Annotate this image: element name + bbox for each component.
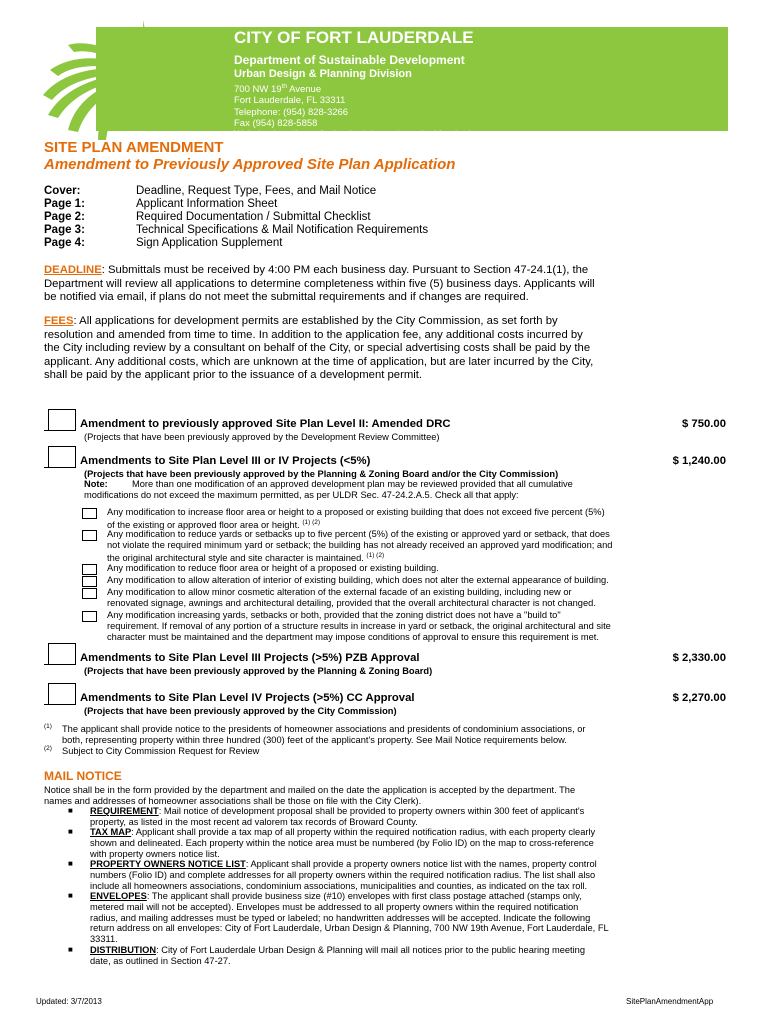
- option-price: $ 2,270.00: [672, 692, 726, 704]
- cover-key: Page 4:: [44, 237, 85, 249]
- bullet-icon: ■: [68, 806, 73, 815]
- deadline-label: DEADLINE: [44, 264, 102, 276]
- modification-text: Any modification to increase floor area or height to a proposed or existing building that does not exceed five percent (5%) of the existing or approved floor area or height. $^{(1) (2)}$: [107, 507, 605, 530]
- option-checkbox-level-iii-iv-small[interactable]: [48, 446, 76, 468]
- bullet-icon: ■: [68, 827, 73, 836]
- cover-value: Technical Specifications & Mail Notification Requirements: [136, 224, 429, 236]
- bullet-requirement: REQUIREMENT: Mail notice of development proposal shall be provided to property owners within 300 feet of applicant's property, as listed in the most recent ad valorem tax records of Broward County.: [90, 806, 585, 827]
- cover-value: Deadline, Request Type, Fees, and Mail Notice: [136, 185, 377, 197]
- option-underline: [44, 704, 76, 705]
- option-price: $ 2,330.00: [672, 652, 726, 664]
- option-checkbox-level-iii-pzb[interactable]: [48, 643, 76, 665]
- cover-key: Page 2:: [44, 211, 85, 223]
- fees-paragraph: FEES: All applications for development permits are established by the City Commission, as set forth by resolution and amended from time to time. In addition to the application fee, any additional costs incurred by the City including review by a consultant on behalf of the City, or special advertising costs shall be paid by the applicant. Any additional costs, which are unknown at the time of application, but are later incurred by the City, shall be paid by the applicant prior to the issuance of a development permit.: [44, 315, 594, 381]
- bullet-distribution: DISTRIBUTION: City of Fort Lauderdale Urban Design & Planning will mail all notices prior to the public hearing meeting date, as outlined in Section 47-27.: [90, 945, 586, 966]
- footnote-mark: (2): [44, 745, 52, 752]
- fax: Fax (954) 828-5858: [234, 118, 318, 129]
- note-label: Note:: [84, 479, 108, 489]
- fees-label: FEES: [44, 315, 74, 327]
- modification-checkbox[interactable]: [82, 564, 97, 575]
- bullet-owners-list: PROPERTY OWNERS NOTICE LIST: Applicant shall provide a property owners notice list with the names, property control numbers (Folio ID) and complete addresses for all property owners within the required notification radius. The list shall also include all homeowners associations, condominium associations, municipalities and counties, as indicated on the tax roll.: [90, 859, 597, 891]
- city-state-zip: Fort Lauderdale, FL 33311: [234, 95, 346, 106]
- cover-value: Applicant Information Sheet: [136, 198, 278, 210]
- cover-value: Sign Application Supplement: [136, 237, 283, 249]
- mail-notice-intro: Notice shall be in the form provided by the department and mailed on the date the application is accepted by the department. The names and addresses of homeowner associations shall be those on file with the City Clerk).: [44, 785, 576, 806]
- page-title: SITE PLAN AMENDMENT: [44, 139, 224, 156]
- cover-key: Page 3:: [44, 224, 85, 236]
- modification-checkbox[interactable]: [82, 588, 97, 599]
- option-checkbox-level-iv-cc[interactable]: [48, 683, 76, 705]
- option-title: Amendments to Site Plan Level III or IV Projects (<5%): [80, 455, 371, 467]
- bullet-tax-map: TAX MAP: Applicant shall provide a tax map of all property within the required notification radius, with each property clearly shown and delineated. Each property within the notice area must be numbered (by Folio ID) on the map to cross-reference with property owners notice list.: [90, 827, 596, 859]
- option-price: $ 1,240.00: [672, 455, 726, 467]
- cover-key: Cover:: [44, 185, 81, 197]
- website-link[interactable]: Website: http://www.fortlauderdale.gov/sustainable_dev/: [234, 129, 470, 140]
- option-note: (Projects that have been previously approved by the Development Review Committee): [84, 432, 440, 442]
- note-text: modifications do not exceed the maximum permitted, as per ULDR Sec. 47-24.2.A.5. Check all that apply:: [84, 490, 519, 500]
- modification-text: Any modification to reduce yards or setbacks up to five percent (5%) of the existing or approved yard or setback, that does not violate the required minimum yard or setback; the building has not already received an approved yard modification; and the original architectural style and site character is maintained. $^{(1) (2)}$: [107, 529, 613, 563]
- city-name: CITY OF FORT LAUDERDALE: [234, 28, 474, 47]
- modification-checkbox[interactable]: [82, 508, 97, 519]
- street-address: 700 NW 19th Avenue: [234, 83, 322, 96]
- mail-notice-heading: MAIL NOTICE: [44, 769, 122, 783]
- modification-text: Any modification to reduce floor area or height of a proposed or existing building.: [107, 563, 439, 573]
- cover-key: Page 1:: [44, 198, 85, 210]
- updated-date: Updated: 3/7/2013: [36, 997, 102, 1006]
- department-name: Department of Sustainable Development: [234, 53, 465, 67]
- option-title: Amendments to Site Plan Level IV Projects (>5%) CC Approval: [80, 692, 415, 704]
- cover-value: Required Documentation / Submittal Checklist: [136, 211, 371, 223]
- note-text: More than one modification of an approved development plan may be reviewed provided that all cumulative: [132, 479, 573, 489]
- bullet-envelopes: ENVELOPES: The applicant shall provide business size (#10) envelopes with first class postage attached (stamps only, metered mail will not be accepted). Envelopes must be addressed to all property owners within the required notification radius, and mailing addresses must be typed or labeled; no handwritten addresses will be accepted. Indicate the following return address on all envelopes: City of Fort Lauderdale, Urban Design & Planning, 700 NW 19th Avenue, Fort Lauderdale, FL 33311.: [90, 891, 609, 945]
- option-note: (Projects that have been previously approved by the Planning & Zoning Board): [84, 666, 433, 676]
- bullet-icon: ■: [68, 891, 73, 900]
- option-title: Amendments to Site Plan Level III Projects (>5%) PZB Approval: [80, 652, 420, 664]
- footnote-text: Subject to City Commission Request for Review: [62, 746, 260, 756]
- document-id: SitePlanAmendmentApp: [626, 997, 714, 1006]
- option-underline: [44, 467, 76, 468]
- option-underline: [44, 430, 76, 431]
- footnote-mark: (1): [44, 723, 52, 730]
- modification-text: Any modification to allow minor cosmetic alteration of the external facade of an existing building, including new or renovated signage, awnings and architectural detailing, provided that the overall architectural character is not changed.: [107, 587, 596, 608]
- option-checkbox-level-ii[interactable]: [48, 409, 76, 431]
- option-note: (Projects that have been previously approved by the City Commission): [84, 706, 397, 716]
- modification-checkbox[interactable]: [82, 530, 97, 541]
- telephone: Telephone: (954) 828-3266: [234, 107, 349, 118]
- modification-text: Any modification to allow alteration of interior of existing building, which does not alter the external appearance of building.: [107, 575, 609, 585]
- division-name: Urban Design & Planning Division: [234, 68, 412, 80]
- bullet-icon: ■: [68, 945, 73, 954]
- modification-checkbox[interactable]: [82, 576, 97, 587]
- footnote-text: The applicant shall provide notice to the presidents of homeowner associations and presidents of condominium associations, or both, representing property within three hundred (300) feet of the applicant's property. See Mail Notice requirements below.: [62, 724, 586, 745]
- modification-checkbox[interactable]: [82, 611, 97, 622]
- option-underline: [44, 664, 76, 665]
- bullet-icon: ■: [68, 859, 73, 868]
- option-note: (Projects that have been previously approved by the Planning & Zoning Board and/or the City Commission): [84, 469, 559, 479]
- deadline-paragraph: DEADLINE: Submittals must be received by 4:00 PM each business day. Pursuant to Section 47-24.1(1), the Department will review all applications to determine completeness within five (5) business days. Applicants will be notified via email, if plans do not meet the submittal requirements and if changes are required.: [44, 264, 595, 303]
- option-title: Amendment to previously approved Site Plan Level II: Amended DRC: [80, 418, 451, 430]
- page-subtitle: Amendment to Previously Approved Site Plan Application: [44, 156, 456, 173]
- option-price: $ 750.00: [682, 418, 726, 430]
- modification-text: Any modification increasing yards, setbacks or both, provided that the zoning district does not have a "build to" requirement. If removal of any portion of a structure results in increase in yard or setback, the original architectural and site character must be maintained and the department may impose conditions of approval to ensure this requirement is met.: [107, 610, 611, 642]
